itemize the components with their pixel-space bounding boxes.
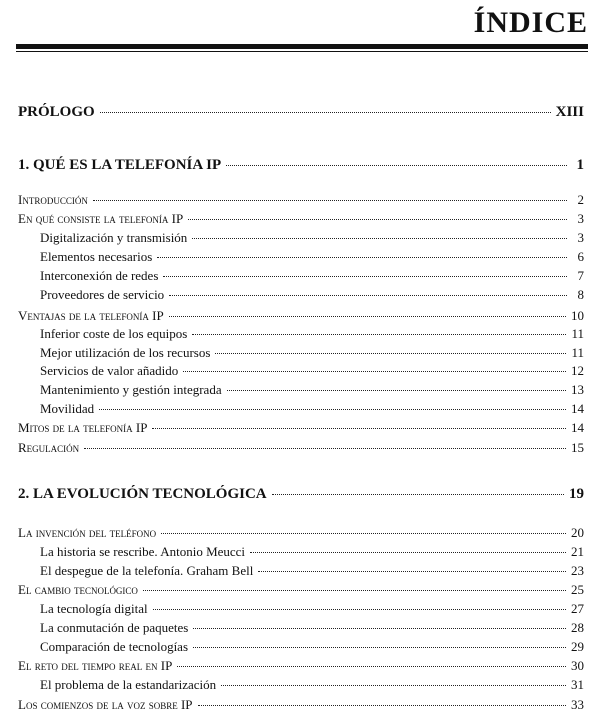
toc-entry-label: Ventajas de la telefonía IP (18, 308, 164, 323)
toc-entry-page-number: 25 (571, 582, 584, 597)
toc-entry-sub (40, 268, 584, 284)
dot-leader (143, 590, 566, 591)
dot-leader (157, 257, 567, 258)
toc-entry-page-number: 23 (571, 563, 584, 578)
toc-entry-page-number: 2 (577, 192, 584, 207)
dot-leader (100, 112, 551, 113)
dot-leader (221, 685, 566, 686)
toc-entry-chapter (18, 157, 584, 174)
toc-entry-page-number: 30 (571, 658, 584, 673)
toc-entry-sub (40, 601, 584, 617)
dot-leader (177, 666, 566, 667)
dot-leader (153, 609, 566, 610)
toc-entry-page-number: 7 (577, 268, 584, 283)
toc-entry-sub (40, 287, 584, 303)
dot-leader (152, 428, 566, 429)
dot-leader (163, 276, 567, 277)
toc-entry-section (18, 308, 584, 324)
dot-leader (193, 628, 566, 629)
toc-entry-sub (40, 249, 584, 265)
toc-entry-label: Introducción (18, 192, 88, 207)
dot-leader (272, 494, 564, 495)
toc-entry-chapter (18, 486, 584, 503)
toc-entry-section (18, 525, 584, 541)
toc-entry-label: Los comienzos de la voz sobre IP (18, 697, 193, 712)
toc-entry-label: Elementos necesarios (40, 249, 153, 264)
dot-leader (169, 295, 567, 296)
toc-entry-section (18, 211, 584, 227)
toc-entry-page-number: 6 (577, 249, 584, 264)
toc-entry-label: 2. LA EVOLUCIÓN TECNOLÓGICA (18, 486, 267, 502)
toc-entry-label: Regulación (18, 440, 80, 455)
toc-entry-label: La conmutación de paquetes (40, 620, 189, 635)
toc-entry-page-number: 13 (571, 382, 584, 397)
dot-leader (183, 371, 566, 372)
dot-leader (93, 200, 567, 201)
toc-entry-sub (40, 544, 584, 560)
toc-entry-page-number: 14 (571, 420, 584, 435)
toc-entry-label: El problema de la estandarización (40, 677, 217, 692)
toc-entry-label: Proveedores de servicio (40, 287, 165, 302)
title-rule-thick (16, 44, 588, 49)
toc-entry-label: Mejor utilización de los recursos (40, 345, 211, 360)
dot-leader (250, 552, 566, 553)
toc-entry-section (18, 658, 584, 674)
toc-entry-label: Inferior coste de los equipos (40, 326, 188, 341)
toc-entry-label: Interconexión de redes (40, 268, 159, 283)
toc-entry-page-number: 12 (571, 363, 584, 378)
dot-leader (226, 165, 567, 166)
toc-entry-page-number: 3 (577, 211, 584, 226)
toc-entry-page-number: 20 (571, 525, 584, 540)
dot-leader (99, 409, 566, 410)
toc-entry-sub (40, 401, 584, 417)
toc-entry-label: Digitalización y transmisión (40, 230, 188, 245)
toc-entry-page-number: 31 (571, 677, 584, 692)
toc-entry-label: Mitos de la telefonía IP (18, 420, 148, 435)
toc-entry-section (18, 420, 584, 436)
toc-entry-sub (40, 345, 584, 361)
toc-entry-sub (40, 326, 584, 342)
toc-entry-label: Comparación de tecnologías (40, 639, 189, 654)
toc-entry-sub (40, 639, 584, 655)
toc-entry-page-number: 11 (571, 345, 584, 360)
toc-entry-label: Movilidad (40, 401, 95, 416)
toc-entry-page-number: 27 (571, 601, 584, 616)
toc-entry-page-number: 1 (576, 157, 584, 173)
toc-entry-page-number: 21 (571, 544, 584, 559)
dot-leader (198, 705, 566, 706)
dot-leader (227, 390, 566, 391)
toc-entry-page-number: 10 (571, 308, 584, 323)
toc-entry-sub (40, 230, 584, 246)
toc-entry-page-number: 14 (571, 401, 584, 416)
dot-leader (215, 353, 566, 354)
dot-leader (258, 571, 566, 572)
toc-entry-page-number: 19 (569, 486, 584, 502)
dot-leader (169, 316, 566, 317)
toc-entry-sub (40, 620, 584, 636)
toc-entry-page-number: 33 (571, 697, 584, 712)
toc-entry-label: El reto del tiempo real en IP (18, 658, 173, 673)
toc-entry-label: El despegue de la telefonía. Graham Bell (40, 563, 254, 578)
toc-entry-label: PRÓLOGO (18, 104, 95, 120)
toc-entry-label: La invención del teléfono (18, 525, 157, 540)
toc-entry-label: La tecnología digital (40, 601, 148, 616)
toc-entry-label: 1. QUÉ ES LA TELEFONÍA IP (18, 157, 222, 173)
toc-entry-chapter (18, 104, 584, 121)
toc-entry-page-number: 29 (571, 639, 584, 654)
toc-entry-label: El cambio tecnológico (18, 582, 138, 597)
page-title: ÍNDICE (473, 6, 588, 39)
toc-entry-sub (40, 677, 584, 693)
toc-entry-page-number: XIII (555, 104, 584, 120)
dot-leader (84, 448, 566, 449)
toc-entry-sub (40, 363, 584, 379)
dot-leader (192, 238, 567, 239)
toc-entry-label: Mantenimiento y gestión integrada (40, 382, 222, 397)
title-rule-thin (16, 51, 588, 52)
toc-entry-page-number: 11 (571, 326, 584, 341)
toc-entry-label: La historia se rescribe. Antonio Meucci (40, 544, 246, 559)
toc-entry-page-number: 15 (571, 440, 584, 455)
toc-entry-section (18, 697, 584, 713)
toc-entry-section (18, 582, 584, 598)
toc-entry-page-number: 8 (577, 287, 584, 302)
dot-leader (188, 219, 567, 220)
toc-entry-sub (40, 382, 584, 398)
dot-leader (192, 334, 566, 335)
toc-entry-section (18, 192, 584, 208)
dot-leader (161, 533, 566, 534)
toc-entry-label: En qué consiste la telefonía IP (18, 211, 184, 226)
toc-entry-sub (40, 563, 584, 579)
toc-entry-page-number: 28 (571, 620, 584, 635)
toc-entry-page-number: 3 (577, 230, 584, 245)
dot-leader (193, 647, 566, 648)
toc-entry-section (18, 440, 584, 456)
toc-entry-label: Servicios de valor añadido (40, 363, 179, 378)
